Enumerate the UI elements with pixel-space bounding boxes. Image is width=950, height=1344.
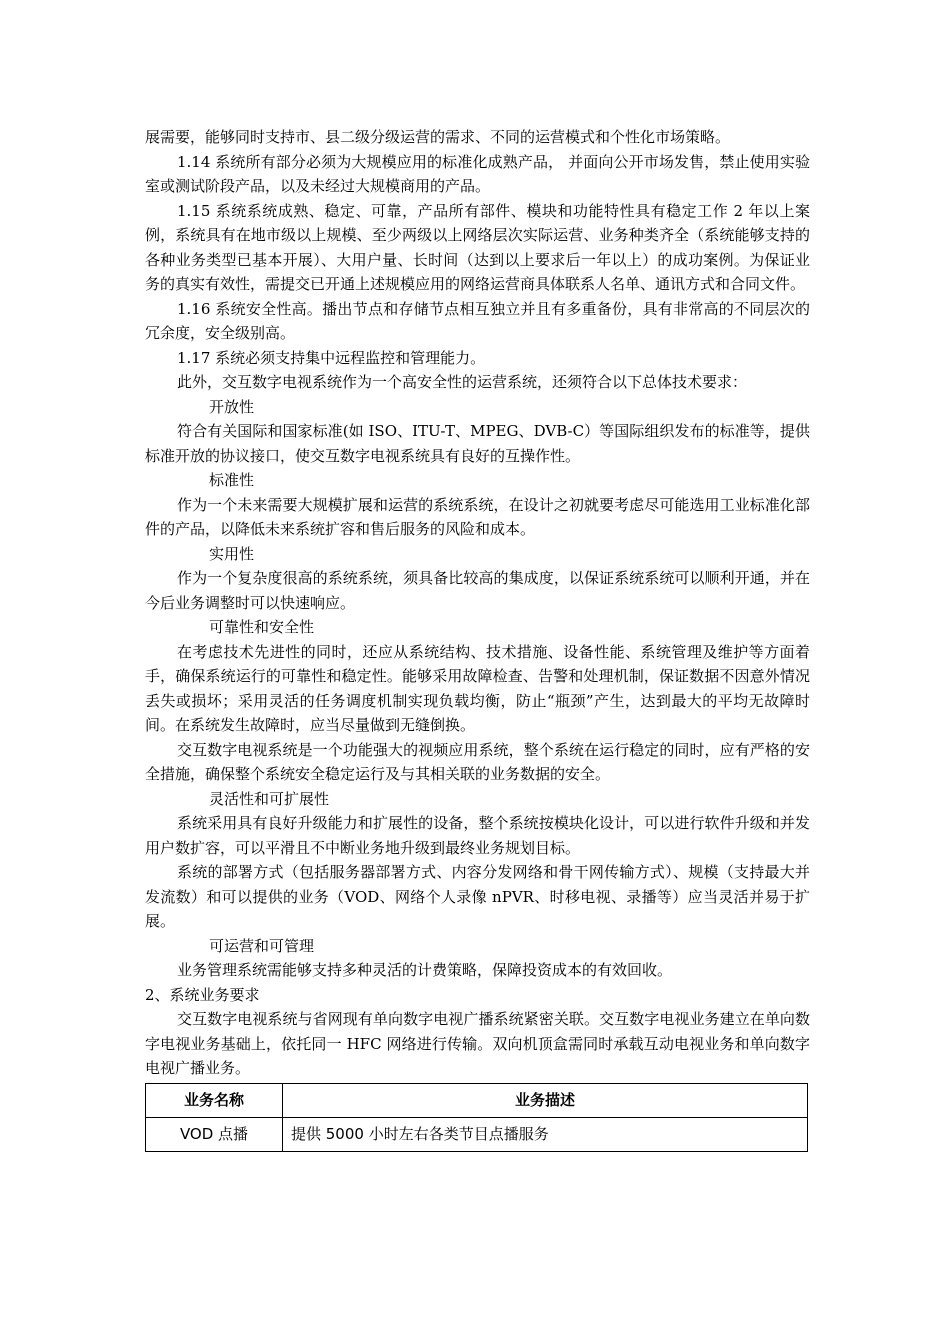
- paragraph: 1.17 系统必须支持集中远程监控和管理能力。: [177, 348, 486, 367]
- table-header-desc: 业务描述: [283, 1083, 808, 1117]
- paragraph: 2、系统业务要求: [145, 985, 260, 1004]
- paragraph: 交互数字电视系统是一个功能强大的视频应用系统，整个系统在运行稳定的同时，应有严格的安全措施，确保整个系统安全稳定运行及与其相关联的业务数据的安全。: [145, 740, 810, 783]
- paragraph: 1.14 系统所有部分必须为大规模应用的标准化成熟产品， 并面向公开市场发售，禁止使用实验室或测试阶段产品，以及未经过大规模商用的产品。: [145, 152, 810, 195]
- subheading: 灵活性和可扩展性: [209, 789, 330, 808]
- paragraph: 符合有关国际和国家标准(如 ISO、ITU-T、MPEG、DVB-C）等国际组织发布的标准等，提供标准开放的协议接口，使交互数字电视系统具有良好的互操作性。: [145, 422, 810, 465]
- paragraph: 系统采用具有良好升级能力和扩展性的设备，整个系统按模块化设计，可以进行软件升级和并发用户数扩容，可以平滑且不中断业务地升级到最终业务规划目标。: [145, 814, 810, 857]
- subheading: 实用性: [209, 544, 255, 563]
- paragraph: 1.15 系统系统成熟、稳定、可靠，产品所有部件、模块和功能特性具有稳定工作 2 年以上案例，系统具有在地市级以上规模、至少两级以上网络层次实际运营、业务种类齐全（系统能够支持的各种业务类型已基本开展）、大用户量、长时间（达到以上要求后一年以上）的成功案例。为保证业务的真实有效性，需提交已开通上述规模应用的网络运营商具体联系人名单、通讯方式和合同文件。: [145, 201, 810, 293]
- paragraph: 系统的部署方式（包括服务器部署方式、内容分发网络和骨干网传输方式）、规模（支持最大并发流数）和可以提供的业务（VOD、网络个人录像 nPVR、时移电视、录播等）应当灵活并易于扩展。: [145, 863, 810, 930]
- paragraph: 作为一个未来需要大规模扩展和运营的系统系统，在设计之初就要考虑尽可能选用工业标准化部件的产品，以降低未来系统扩容和售后服务的风险和成本。: [145, 495, 810, 538]
- subheading: 可运营和可管理: [209, 936, 315, 955]
- table-cell-name: VOD 点播: [146, 1117, 283, 1151]
- subheading: 可靠性和安全性: [209, 618, 315, 636]
- table-row: [146, 1117, 808, 1151]
- subheading: 开放性: [209, 397, 255, 416]
- paragraph-list: [145, 125, 810, 1081]
- paragraph: 业务管理系统需能够支持多种灵活的计费策略，保障投资成本的有效回收。: [177, 961, 673, 979]
- business-table: [145, 1083, 808, 1152]
- paragraph: 作为一个复杂度很高的系统系统，须具备比较高的集成度，以保证系统系统可以顺利开通，并在今后业务调整时可以快速响应。: [145, 569, 810, 612]
- table-header-row: [146, 1083, 808, 1117]
- table-header-name: 业务名称: [146, 1083, 283, 1117]
- paragraph: 展需要，能够同时支持市、县二级分级运营的需求、不同的运营模式和个性化市场策略。: [145, 128, 731, 146]
- paragraph: 1.16 系统安全性高。播出节点和存储节点相互独立并且有多重备份，具有非常高的不同层次的冗余度，安全级别高。: [145, 299, 810, 342]
- document-body: [145, 125, 810, 1152]
- table-cell-desc: 提供 5000 小时左右各类节目点播服务: [283, 1117, 808, 1151]
- subheading: 标准性: [209, 471, 255, 489]
- paragraph: 在考虑技术先进性的同时，还应从系统结构、技术措施、设备性能、系统管理及维护等方面着手，确保系统运行的可靠性和稳定性。能够采用故障检查、告警和处理机制，保证数据不因意外情况丢失或损坏；采用灵活的任务调度机制实现负载均衡，防止“瓶颈”产生，达到最大的平均无故障时间。在系统发生故障时，应当尽量做到无缝倒换。: [145, 642, 810, 734]
- paragraph: 交互数字电视系统与省网现有单向数字电视广播系统紧密关联。交互数字电视业务建立在单向数字电视业务基础上，依托同一 HFC 网络进行传输。双向机顶盒需同时承载互动电视业务和单向数字电视广播业务。: [145, 1010, 810, 1077]
- paragraph: 此外，交互数字电视系统作为一个高安全性的运营系统，还须符合以下总体技术要求：: [177, 373, 748, 391]
